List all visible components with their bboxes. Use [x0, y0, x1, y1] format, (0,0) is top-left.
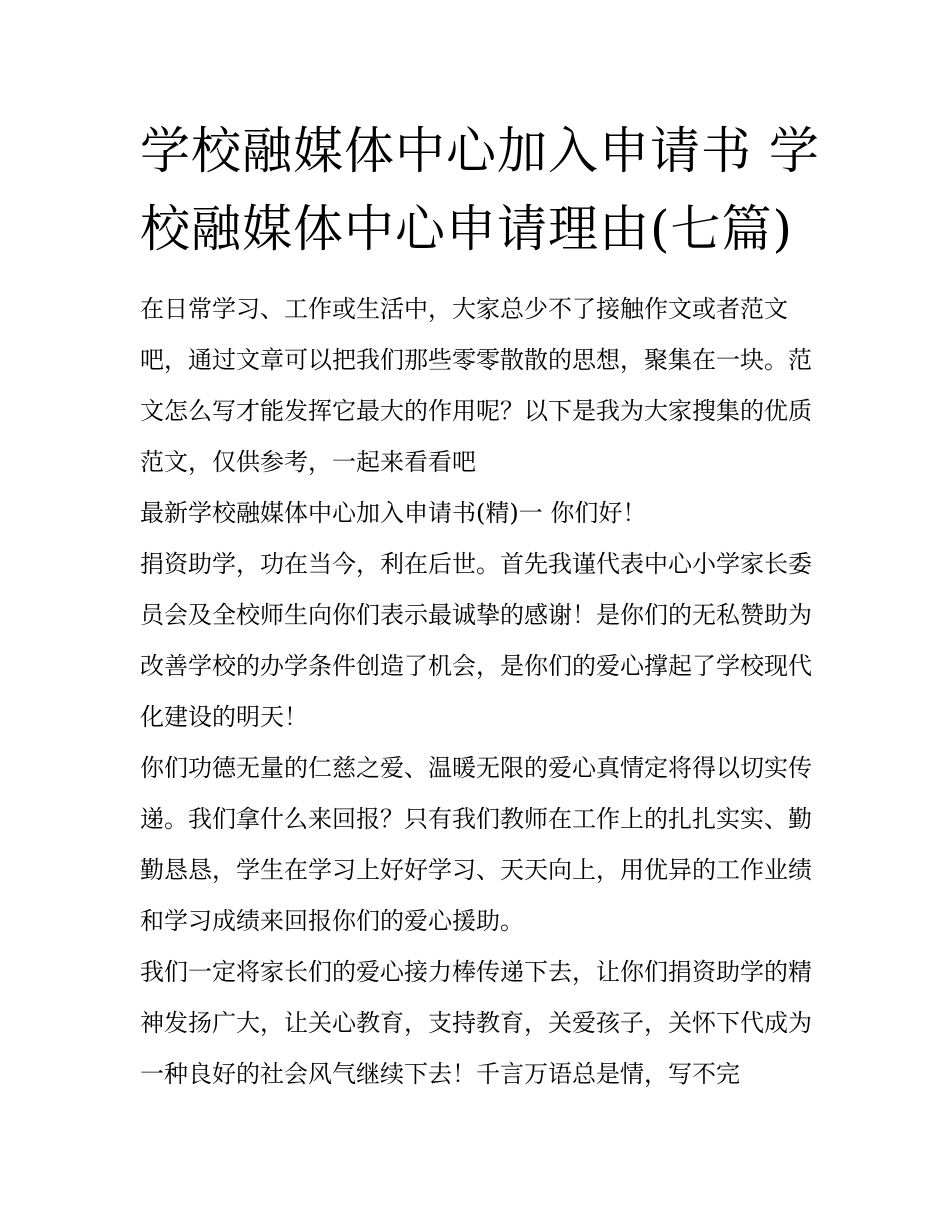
document-body	[140, 284, 820, 1100]
closing-paragraph: 我们一定将家长们的爱心接力棒传递下去，让你们捐资助学的精神发扬广大，让关心教育，支持教育，关爱孩子，关怀下代成为一种良好的社会风气继续下去！千言万语总是情，写不完	[140, 958, 812, 1088]
section-heading-paragraph: 最新学校融媒体中心加入申请书(精)一 你们好！	[140, 499, 647, 527]
intro-paragraph: 在日常学习、工作或生活中，大家总少不了接触作文或者范文吧，通过文章可以把我们那些零零散散的思想，聚集在一块。范文怎么写才能发挥它最大的作用呢？以下是我为大家搜集的优质范文，仅供参考，一起来看看吧	[140, 295, 812, 476]
document-title: 学校融媒体中心加入申请书 学校融媒体中心申请理由(七篇)	[140, 122, 820, 258]
gratitude-paragraph: 你们功德无量的仁慈之爱、温暖无限的爱心真情定将得以切实传递。我们拿什么来回报？只有我们教师在工作上的扎扎实实、勤勤恳恳，学生在学习上好好学习、天天向上，用优异的工作业绩和学习成绩来回报你们的爱心援助。	[140, 754, 812, 935]
thanks-paragraph: 捐资助学，功在当今，利在后世。首先我谨代表中心小学家长委员会及全校师生向你们表示最诚挚的感谢！是你们的无私赞助为改善学校的办学条件创造了机会，是你们的爱心撑起了学校现代化建设的明天！	[140, 550, 812, 731]
document-content	[140, 112, 820, 1100]
